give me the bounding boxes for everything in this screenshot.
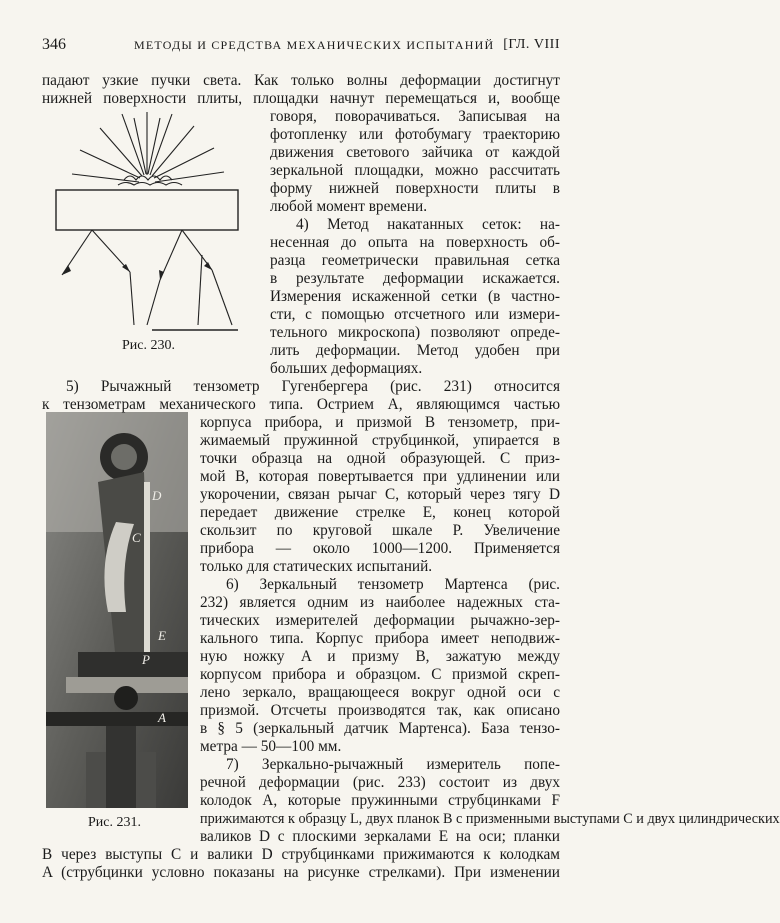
text-line: 5) Рычажный тензометр Гугенбергера (рис. 231) относится <box>66 378 560 395</box>
text-line: валиков D с плоскими зеркалами E на оси; планки <box>200 828 560 845</box>
text-line: только для статических испытаний. <box>200 558 433 575</box>
text-line: тельного микроскопа) позволяют опреде- <box>270 324 560 341</box>
figure-231-caption: Рис. 231. <box>88 815 141 830</box>
text-line: 7) Зеркально-рычажный измеритель попе- <box>226 756 560 773</box>
text-line: тических измерителей деформации рычажно-зер- <box>200 612 560 629</box>
figure-231-letter-a: A <box>158 710 166 725</box>
text-line: лить деформации. Метод удобен при <box>270 342 560 359</box>
text-line: фотопленку или фотобумагу траекторию <box>270 126 560 143</box>
text-line: речной деформации (рис. 233) состоит из двух <box>200 774 560 791</box>
text-line: Измерения искаженной сетки (в частно- <box>270 288 560 305</box>
text-line: скользит по круговой шкале P. Увеличение <box>200 522 560 539</box>
text-line: укорочении, связан рычаг C, который через тягу D <box>200 486 560 503</box>
text-line: мой B, которая повертывается при удлинении или <box>200 468 560 485</box>
text-line: корпуса прибора, и призмой B тензометр, при- <box>200 414 560 431</box>
running-head <box>42 36 560 58</box>
text-line: разца геометрически правильная сетка <box>270 252 560 269</box>
text-line: сти, с помощью отсчетного или измери- <box>270 306 560 323</box>
text-line: прижимаются к образцу L, двух планок B с призменными выступами C и двух цилиндрических <box>200 811 780 827</box>
chapter-label: [ГЛ. VIII <box>503 37 560 52</box>
page-number: 346 <box>42 36 66 53</box>
text-line: колодок A, которые пружинными струбцинками F <box>200 792 560 809</box>
text-line: кального типа. Корпус прибора имеет неподвиж- <box>200 630 560 647</box>
text-line: 4) Метод накатанных сеток: на- <box>296 216 560 233</box>
text-line: 232) является одним из наиболее надежных ста- <box>200 594 560 611</box>
figure-231-letter-e: E <box>158 628 166 643</box>
text-line: к тензометрам механического типа. Острием A, являющимся частью <box>42 396 560 413</box>
text-line: 6) Зеркальный тензометр Мартенса (рис. <box>226 576 560 593</box>
text-line: любой момент времени. <box>270 198 428 215</box>
text-line: жимаемый пружинной струбцинкой, упирается в <box>200 432 560 449</box>
figure-231-letter-c: C <box>132 530 141 545</box>
text-line: корпусом прибора и образцом. С призмой скреп- <box>200 666 560 683</box>
figure-231-photo <box>46 412 188 808</box>
text-line: призмой. Отсчеты производятся так, как описано <box>200 702 560 719</box>
text-line: лено зеркало, вращающееся вокруг одной оси с <box>200 684 560 701</box>
text-line: говоря, поворачиваться. Записывая на <box>270 108 560 125</box>
text-line: в § 5 (зеркальный датчик Мартенса). База тензо- <box>200 720 560 737</box>
text-line: движения светового зайчика от каждой <box>270 144 560 161</box>
text-line: падают узкие пучки света. Как только волны деформации достигнут <box>42 72 560 89</box>
text-line: ную ножку A и призму B, зажатую между <box>200 648 560 665</box>
text-line: нижней поверхности плиты, площадки начнут перемещаться и, вообще <box>42 90 560 107</box>
text-line: форму нижней поверхности плиты в <box>270 180 560 197</box>
figure-231-letter-p: P <box>142 652 150 667</box>
text-line: несенная до опыта на поверхность об- <box>270 234 560 251</box>
text-line: A (струбцинки условно показаны на рисунке стрелками). При изменении <box>42 864 560 881</box>
running-title: МЕТОДЫ И СРЕДСТВА МЕХАНИЧЕСКИХ ИСПЫТАНИЙ <box>134 38 495 52</box>
text-line: метра — 50—100 мм. <box>200 738 342 755</box>
figure-230-diagram <box>52 110 242 340</box>
text-line: в результате деформации искажается. <box>270 270 560 287</box>
figure-231-letter-d: D <box>152 488 162 503</box>
text-line: B через выступы C и валики D струбцинками прижимаются к колодкам <box>42 846 560 863</box>
text-line: прибора — около 1000—1200. Применяется <box>200 540 560 557</box>
text-line: передает движение стрелке E, конец которой <box>200 504 560 521</box>
text-line: точки образца на одной образующей. С приз- <box>200 450 560 467</box>
figure-230-caption: Рис. 230. <box>122 338 175 353</box>
text-line: зеркальной площадки, можно рассчитать <box>270 162 560 179</box>
text-line: больших деформациях. <box>270 360 423 377</box>
